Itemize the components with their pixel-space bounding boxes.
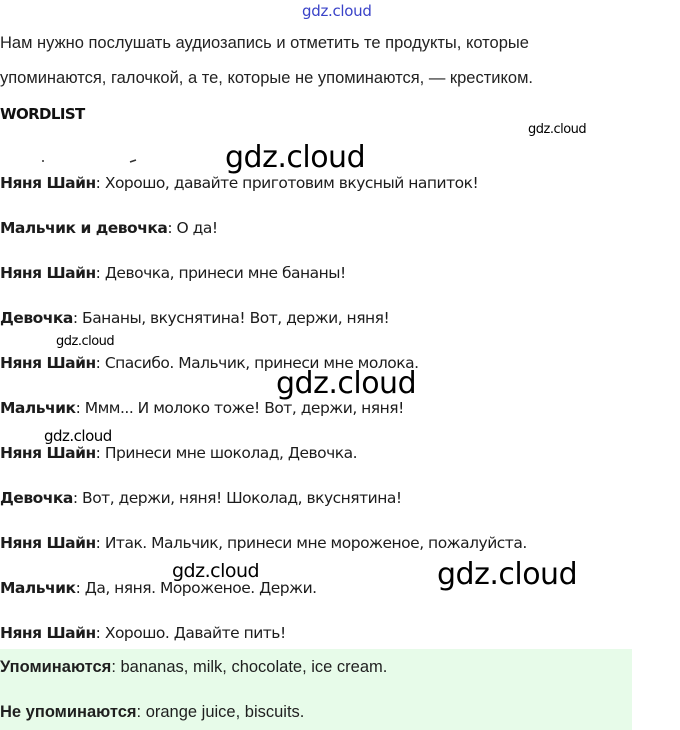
speech-text: : О да! <box>167 219 218 237</box>
not-mentioned-answer <box>0 703 632 722</box>
speech-text: : Хорошо. Давайте пить! <box>95 624 286 642</box>
speaker-name: Няня Шайн <box>0 264 96 282</box>
dialogue-line <box>0 399 640 417</box>
speech-text: : Вот, держи, няня! Шоколад, вкуснятина! <box>72 489 402 507</box>
mentioned-answer <box>0 658 632 677</box>
watermark: gdz.cloud <box>44 427 112 445</box>
dialogue-line <box>0 624 640 642</box>
mentioned-items: : bananas, milk, chocolate, ice cream. <box>111 658 388 676</box>
answers-box <box>0 649 632 730</box>
speech-text: : Итак. Мальчик, принеси мне мороженое, пожалуйста. <box>95 534 527 552</box>
wordlist-heading: WORDLIST <box>0 105 85 123</box>
watermark: gdz.cloud <box>172 560 260 582</box>
watermark: gdz.cloud <box>528 122 587 137</box>
watermark: gdz.cloud <box>56 334 115 349</box>
speaker-name: Мальчик <box>0 399 76 417</box>
dialogue-line <box>0 534 640 552</box>
speaker-name: Няня Шайн <box>0 174 96 192</box>
dialogue-line <box>0 219 640 237</box>
dialogue-line <box>0 309 640 327</box>
intro-line-1: Нам нужно послушать аудиозапись и отметить те продукты, которые <box>0 34 529 52</box>
speech-text: : Хорошо, давайте приготовим вкусный напиток! <box>95 174 479 192</box>
speaker-name: Няня Шайн <box>0 354 96 372</box>
speaker-name: Девочка <box>0 489 73 507</box>
speech-text: : Ммм... И молоко тоже! Вот, держи, няня! <box>75 399 404 417</box>
speaker-name: Девочка <box>0 309 73 327</box>
dialogue-line <box>0 174 640 192</box>
not-mentioned-label: Не упоминаются <box>0 703 137 721</box>
speech-text: : Принеси мне шоколад, Девочка. <box>95 444 358 462</box>
mentioned-label: Упоминаются <box>0 658 112 676</box>
speaker-name: Мальчик <box>0 579 76 597</box>
speech-text: : Спасибо. Мальчик, принеси мне молока. <box>95 354 419 372</box>
watermark: gdz.cloud <box>225 140 366 175</box>
speech-text: : Девочка, принеси мне бананы! <box>95 264 346 282</box>
dialogue-line <box>0 264 640 282</box>
speaker-name: Няня Шайн <box>0 534 96 552</box>
stray-marks <box>30 150 150 166</box>
not-mentioned-items: : orange juice, biscuits. <box>136 703 305 721</box>
speaker-name: Няня Шайн <box>0 624 96 642</box>
speech-text: : Да, няня. Мороженое. Держи. <box>75 579 317 597</box>
dialogue-line <box>0 489 640 507</box>
watermark: gdz.cloud <box>437 557 578 592</box>
speaker-name: Мальчик и девочка <box>0 219 168 237</box>
dialogue-line <box>0 444 640 462</box>
intro-line-2: упоминаются, галочкой, а те, которые не упоминаются, — крестиком. <box>0 69 534 87</box>
watermark: gdz.cloud <box>276 366 417 401</box>
speaker-name: Няня Шайн <box>0 444 96 462</box>
site-watermark-top: gdz.cloud <box>302 2 372 20</box>
speech-text: : Бананы, вкуснятина! Вот, держи, няня! <box>72 309 390 327</box>
